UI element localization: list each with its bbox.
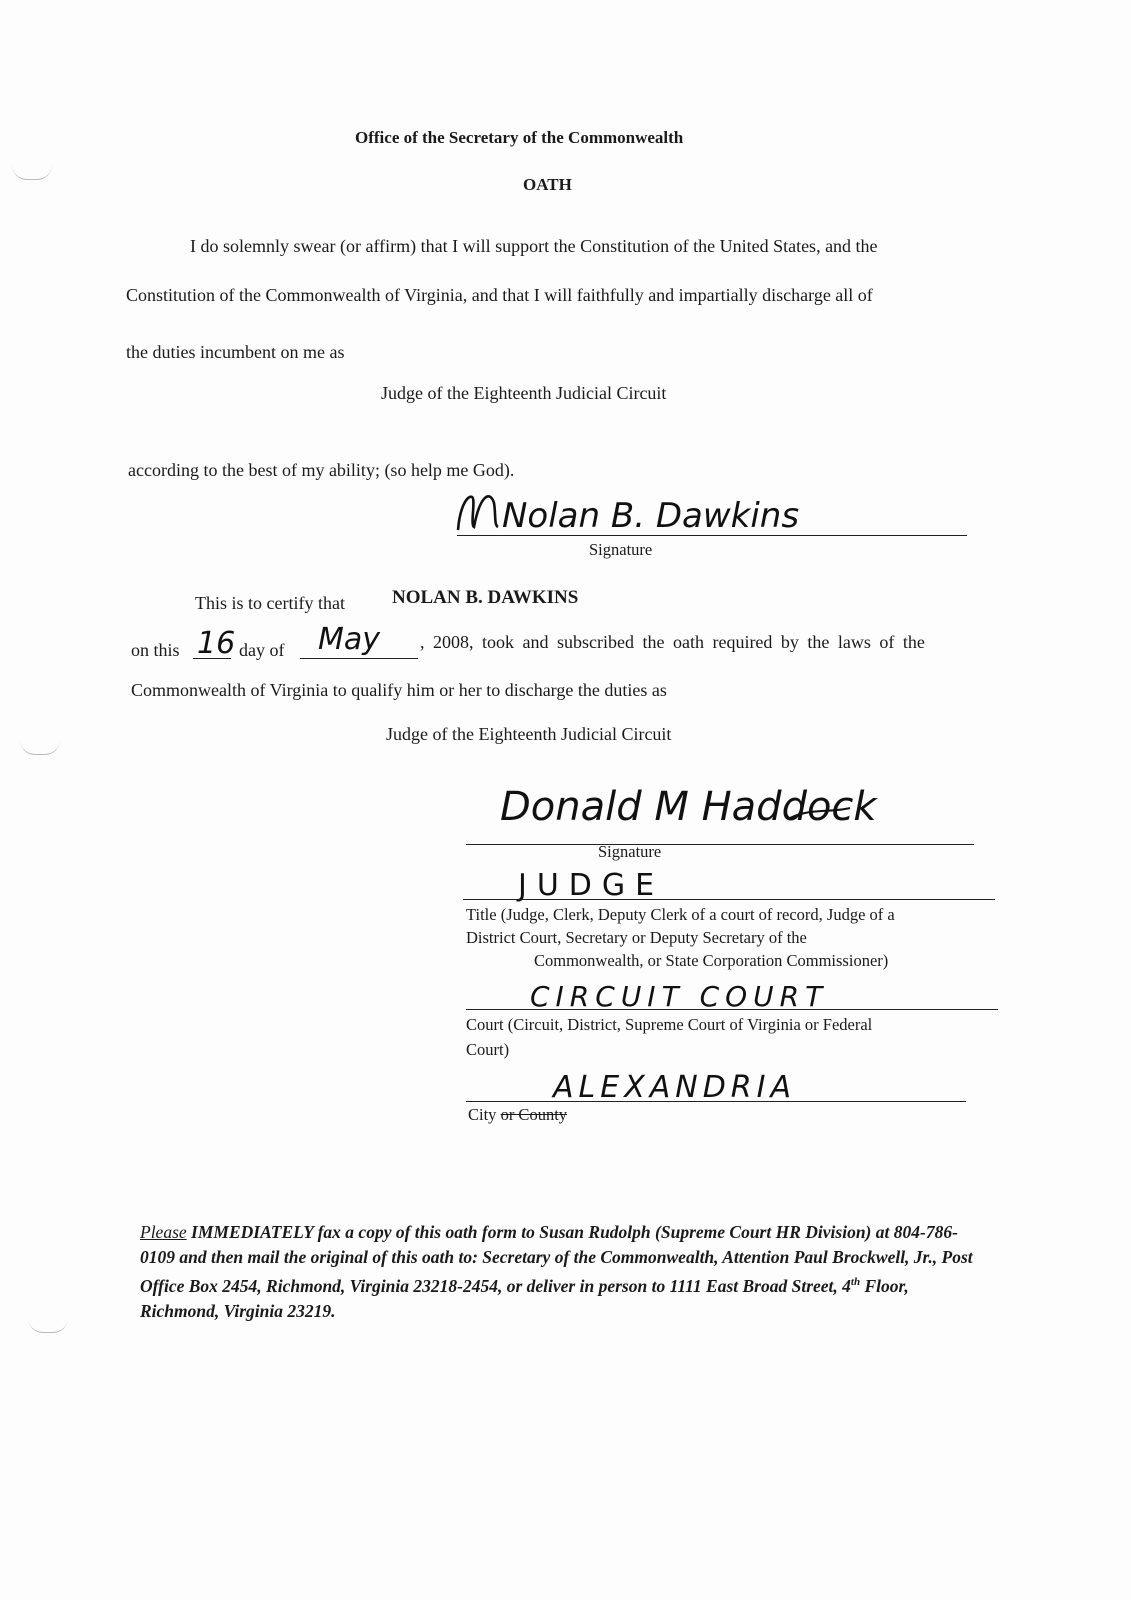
oath-line-2: Constitution of the Commonwealth of Virginia, and that I will faithfully and impartially discharge all of [126, 285, 873, 305]
instructions-end: Floor, Richmond, Virginia 23219. [140, 1275, 909, 1321]
title-label-3: Commonwealth, or State Corporation Commissioner) [534, 951, 889, 970]
certify-intro: This is to certify that [195, 593, 345, 613]
title-label-1: Title (Judge, Clerk, Deputy Clerk of a court of record, Judge of a [466, 905, 895, 924]
title-line [463, 899, 995, 900]
cert-office-title: Judge of the Eighteenth Judicial Circuit [386, 724, 672, 744]
punch-hole-mark [28, 1318, 68, 1333]
city-label-wrap [468, 1105, 567, 1125]
signature-label: Signature [589, 540, 653, 559]
city-label: City [468, 1105, 497, 1124]
oath-title: OATH [523, 175, 572, 194]
cert-line-1: , 2008, took and subscribed the oath required by the laws of the [420, 632, 925, 652]
floor-superscript: th [850, 1276, 861, 1288]
cert-line-2: Commonwealth of Virginia to qualify him or her to discharge the duties as [131, 680, 667, 700]
judge-signature-line [466, 844, 974, 845]
oath-office-title: Judge of the Eighteenth Judicial Circuit [381, 383, 667, 403]
day-value: 16 [197, 626, 236, 661]
judge-signature-text: Donald M Haddock [500, 784, 877, 830]
certified-name: NOLAN B. DAWKINS [392, 587, 579, 608]
title-label-2: District Court, Secretary or Deputy Secretary of the [466, 928, 807, 947]
oath-line-1: I do solemnly swear (or affirm) that I will support the Constitution of the United States, and the [190, 236, 878, 256]
judge-signature-label: Signature [598, 842, 662, 861]
office-heading: Office of the Secretary of the Commonwealth [355, 128, 684, 147]
oath-taker-signature [450, 485, 930, 545]
month-blank-line [300, 658, 418, 659]
day-of-label: day of [239, 640, 285, 660]
punch-hole-mark [20, 740, 60, 755]
title-value: JUDGE [518, 868, 665, 903]
court-line [466, 1009, 998, 1010]
on-this-label: on this [131, 640, 180, 660]
court-label-1: Court (Circuit, District, Supreme Court of Virginia or Federal [466, 1015, 873, 1034]
oath-line-3: the duties incumbent on me as [126, 342, 345, 362]
court-label-2: Court) [466, 1040, 510, 1059]
punch-hole-mark [12, 165, 52, 180]
city-line [466, 1101, 966, 1102]
footer-instructions [140, 1220, 990, 1324]
day-blank-line [193, 658, 231, 659]
month-value: May [318, 622, 381, 657]
city-value: ALEXANDRIA [553, 1070, 797, 1105]
signature-line [457, 535, 967, 536]
oath-signature-text: Nolan B. Dawkins [502, 496, 800, 536]
county-label-struck: or County [500, 1105, 568, 1124]
court-value: CIRCUIT COURT [530, 980, 829, 1013]
instructions-text: IMMEDIATELY fax a copy of this oath form to Susan Rudolph (Supreme Court HR Division) at 804-786-0109 and then mail the original of this oath to: Secretary of the Commonwealth, Attention Paul Brockwell, Jr., Post Office Box 2454, Richmond, Virginia 23218-2454, or deliver in person to 1111 East Broad Street, 4 [140, 1222, 973, 1296]
judge-signature [490, 768, 890, 838]
please-text: Please [140, 1222, 187, 1242]
oath-closing: according to the best of my ability; (so help me God). [128, 460, 515, 480]
